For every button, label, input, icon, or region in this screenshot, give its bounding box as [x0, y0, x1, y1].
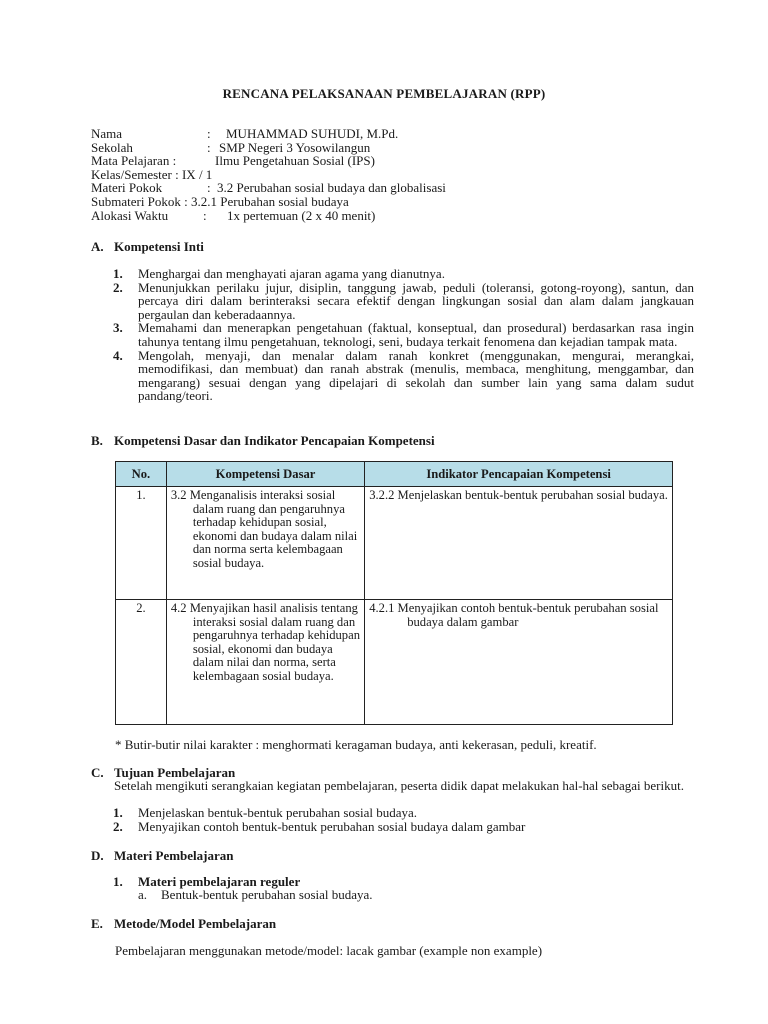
character-note: * Butir-butir nilai karakter : menghormati keragaman budaya, anti kekerasan, peduli, kreatif. — [115, 737, 597, 752]
materi-sub-number: 1. — [113, 874, 123, 889]
sekolah-label: Sekolah — [91, 139, 133, 155]
nama-colon: : — [207, 126, 211, 141]
sekolah-colon: : — [207, 139, 211, 155]
list-item — [113, 267, 694, 281]
materi-label: Materi Pokok — [91, 180, 163, 196]
kelas-label: Kelas/Semester : IX / 1 — [91, 166, 213, 182]
item-text: Memahami dan menerapkan pengetahuan (faktual, konseptual, dan prosedural) berdasarkan rasa ingin tahunya tentang ilmu pengetahuan, teknologi, seni, budaya terkait fenomena dan kejadian tampak mata. — [138, 320, 694, 349]
section-a-title: Kompetensi Inti — [114, 239, 204, 254]
list-item — [113, 349, 694, 403]
materi-sub-item-letter: a. — [138, 887, 148, 902]
cell-kd-text: 3.2 Menganalisis interaksi sosial dalam ruang dan pengaruhnya terhadap kehidupan sosial, ekonomi dan budaya dalam nilai dan norma serta kelembagaan sosial budaya. — [170, 488, 358, 570]
item-number: 2. — [113, 818, 123, 834]
item-text: Menunjukkan perilaku jujur, disiplin, tanggung jawab, peduli (toleransi, gotong-royong), santun, dan percaya diri dalam berinteraksi secara efektif dengan lingkungan sosial dan alam dalam jangkauan pergaulan dan keberadaannya. — [138, 279, 694, 322]
section-d-letter: D. — [91, 848, 104, 863]
item-text: Mengolah, menyaji, dan menalar dalam ranah konkret (menggunakan, mengurai, merangkai, memodifikasi, dan membuat) dan ranah abstrak (menulis, membaca, menghitung, menggambar, dan mengarang) sesuai dengan yang dipelajari di sekolah dan sumber lain yang sama dalam sudut pandang/teori. — [138, 347, 694, 404]
mapel-label: Mata Pelajaran : — [91, 153, 177, 169]
item-text: Menyajikan contoh bentuk-bentuk perubahan sosial budaya dalam gambar — [138, 818, 526, 834]
item-number: 1. — [113, 266, 123, 281]
metode-text: Pembelajaran menggunakan metode/model: lacak gambar (example non example) — [115, 943, 543, 958]
materi-value: 3.2 Perubahan sosial budaya dan globalisasi — [217, 180, 446, 196]
alokasi-colon: : — [203, 207, 207, 223]
cell-ip-text: 3.2.2 Menjelaskan bentuk-bentuk perubahan sosial budaya. — [369, 488, 668, 502]
sekolah-value: SMP Negeri 3 Yosowilangun — [219, 139, 371, 155]
list-item — [113, 806, 694, 820]
list-item — [113, 820, 694, 834]
tujuan-intro: Setelah mengikuti serangkaian kegiatan pembelajaran, peserta didik dapat melakukan hal-hal sebagai berikut. — [114, 778, 684, 793]
section-d-title: Materi Pembelajaran — [114, 848, 234, 863]
list-item — [113, 321, 694, 348]
section-e-title: Metode/Model Pembelajaran — [114, 916, 277, 931]
item-number: 4. — [113, 347, 123, 363]
section-b-letter: B. — [91, 433, 103, 448]
nama-label: Nama — [91, 126, 123, 141]
section-a-letter: A. — [91, 239, 104, 254]
materi-sub-item-text: Bentuk-bentuk perubahan sosial budaya. — [161, 887, 373, 902]
materi-colon: : — [207, 180, 211, 196]
cell-no: 1. — [116, 487, 167, 600]
mapel-value: Ilmu Pengetahuan Sosial (IPS) — [215, 153, 375, 169]
item-number: 1. — [113, 805, 123, 820]
materi-sub-title: Materi pembelajaran reguler — [138, 874, 301, 889]
alokasi-label: Alokasi Waktu — [91, 207, 169, 223]
cell-kompetensi-dasar — [166, 487, 364, 600]
cell-indikator — [365, 487, 673, 600]
table-row — [116, 487, 673, 600]
header-indikator: Indikator Pencapaian Kompetensi — [365, 462, 673, 487]
header-kompetensi-dasar: Kompetensi Dasar — [166, 462, 364, 487]
item-text: Menghargai dan menghayati ajaran agama yang dianutnya. — [138, 266, 445, 281]
item-number: 3. — [113, 320, 123, 336]
submateri-label: Submateri Pokok : 3.2.1 Perubahan sosial budaya — [91, 193, 349, 209]
cell-indikator — [365, 600, 673, 725]
section-e-letter: E. — [91, 916, 103, 931]
header-no: No. — [116, 462, 167, 487]
alokasi-value: 1x pertemuan (2 x 40 menit) — [227, 207, 376, 223]
tujuan-list — [113, 806, 694, 833]
list-item — [113, 281, 694, 322]
cell-ip-text: 4.2.1 Menyajikan contoh bentuk-bentuk perubahan sosial budaya dalam gambar — [369, 601, 659, 629]
item-number: 2. — [113, 279, 123, 295]
document-title: RENCANA PELAKSANAAN PEMBELAJARAN (RPP) — [222, 86, 546, 101]
table-header-row — [116, 462, 673, 487]
kompetensi-inti-list — [113, 267, 694, 403]
kompetensi-table — [115, 461, 673, 725]
section-b-title: Kompetensi Dasar dan Indikator Pencapaian Kompetensi — [114, 433, 435, 448]
nama-value: MUHAMMAD SUHUDI, M.Pd. — [226, 126, 399, 141]
cell-kd-text: 4.2 Menyajikan hasil analisis tentang interaksi sosial dalam ruang dan pengaruhnya terhadap kehidupan sosial, ekonomi dan budaya dalam nilai dan norma, serta kelembagaan sosial budaya. — [170, 601, 360, 683]
table-row — [116, 600, 673, 725]
section-c-letter: C. — [91, 765, 104, 780]
cell-no: 2. — [116, 600, 167, 725]
cell-kompetensi-dasar — [166, 600, 364, 725]
item-text: Menjelaskan bentuk-bentuk perubahan sosial budaya. — [138, 805, 418, 820]
section-c-title: Tujuan Pembelajaran — [114, 765, 236, 780]
